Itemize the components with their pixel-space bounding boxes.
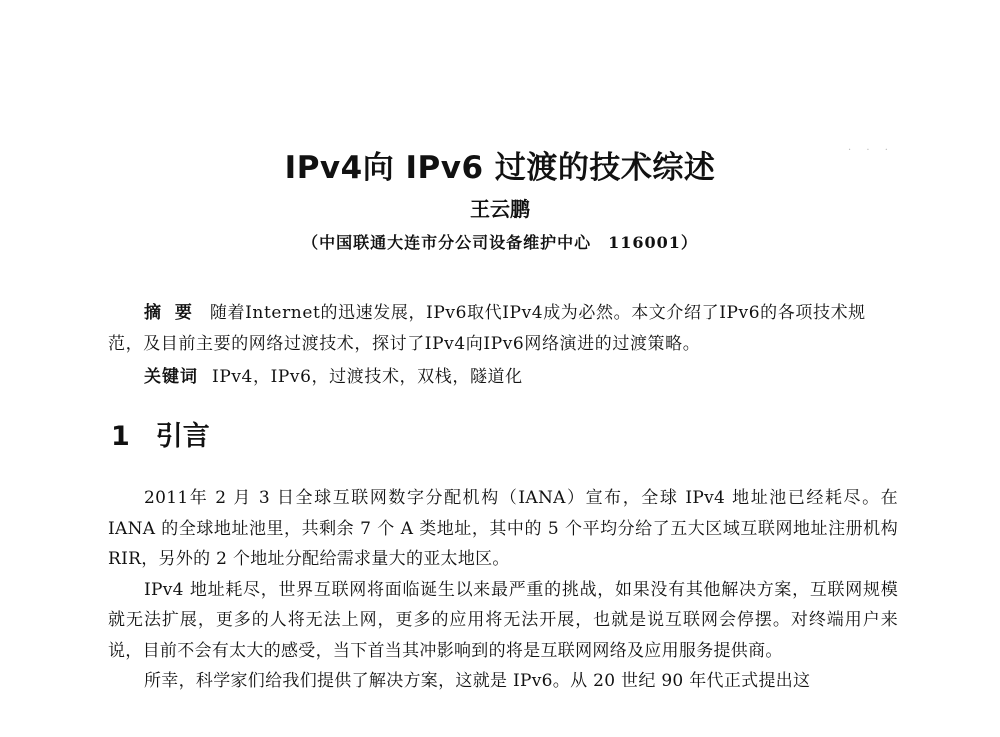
- abstract-block: [108, 298, 896, 360]
- abstract-text: 随着Internet的迅速发展，IPv6取代IPv4成为必然。本文介绍了IPv6的各项技术规范，及目前主要的网络过渡技术，探讨了IPv4向IPv6网络演进的过渡策略。: [108, 303, 866, 354]
- scan-speck-marks: · · ·: [848, 145, 894, 156]
- paragraph: IPv4 地址耗尽，世界互联网将面临诞生以来最严重的挑战，如果没有其他解决方案，互联网规模就无法扩展，更多的人将无法上网，更多的应用将无法开展，也就是说互联网会停摆。对终端用户来说，目前不会有太大的感受，当下首当其冲影响到的将是互联网网络及应用服务提供商。: [108, 579, 898, 661]
- section-number: 1: [111, 421, 130, 452]
- section-title: 引言: [155, 421, 210, 452]
- keywords-text: IPv4，IPv6，过渡技术，双栈，隧道化: [212, 367, 523, 387]
- paragraph: 所幸，科学家们给我们提供了解决方案，这就是 IPv6。从 20 世纪 90 年代正式提出这: [144, 671, 811, 691]
- keywords-block: [144, 362, 523, 387]
- paragraph: 2011年 2 月 3 日全球互联网数字分配机构（IANA）宣布，全球 IPv4 地址池已经耗尽。在 IANA 的全球地址池里，共剩余 7 个 A 类地址，其中的 5 个平均分给了五大区域互联网地址注册机构 RIR，另外的 2 个地址分配给需求量大的亚太地区。: [108, 488, 898, 569]
- author-affiliation: （中国联通大连市分公司设备维护中心 116001）: [302, 233, 698, 252]
- keywords-label: 关键词: [144, 367, 198, 387]
- paper-title: IPv4向 IPv6 过渡的技术综述: [284, 150, 716, 186]
- abstract-label: 摘 要: [144, 303, 196, 323]
- body-text: [108, 483, 898, 697]
- section-heading: [111, 414, 210, 453]
- author-name: 王云鹏: [470, 197, 530, 221]
